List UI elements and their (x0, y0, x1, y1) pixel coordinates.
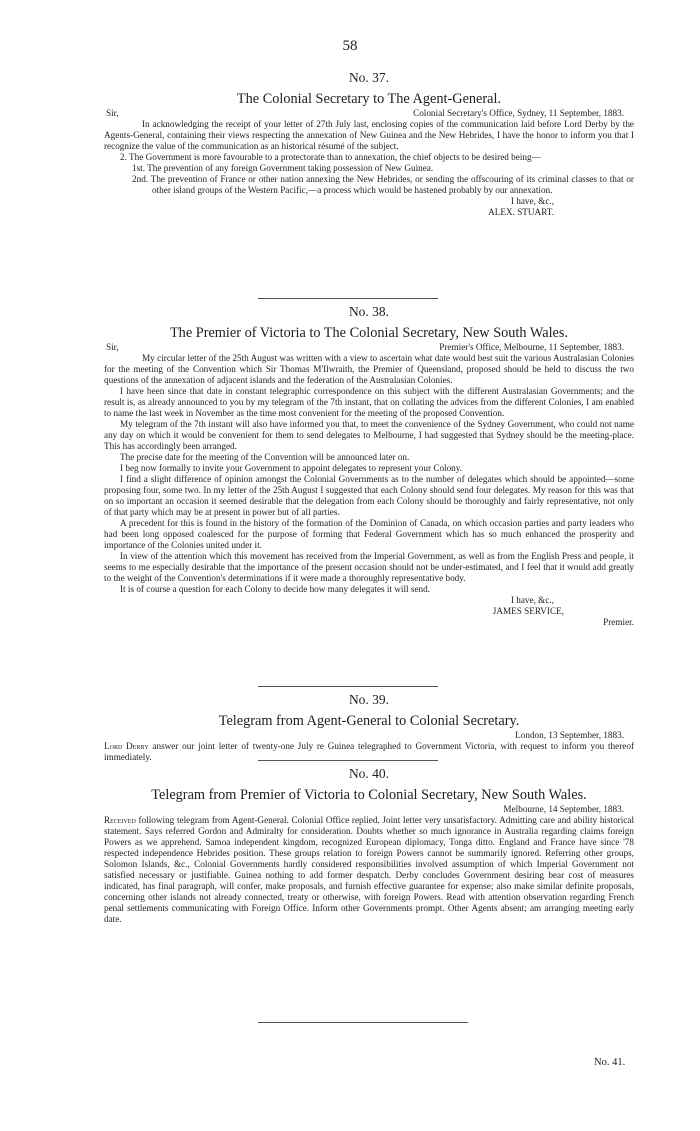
letter-header-row (104, 804, 634, 815)
telegram-lead: Lord Derby (104, 741, 149, 751)
telegram-text: answer our joint letter of twenty-one July re Guinea telegraphed to Government Victoria, with request to inform you thereof immediately. (104, 741, 635, 762)
paragraph: It is of course a question for each Colony to decide how many delegates it will send. (120, 584, 430, 594)
dateline: Premier's Office, Melbourne, 11 September, 1883. (439, 342, 624, 352)
salutation: Sir, (106, 342, 119, 352)
letter-title: The Colonial Secretary to The Agent-General. (236, 91, 502, 107)
paragraph: The precise date for the meeting of the Convention will be announced later on. (120, 452, 410, 462)
letter-number: No. 37. (348, 70, 390, 85)
paragraph: A precedent for this is found in the history of the formation of the Dominion of Canada, on which occasion parties and party leaders who had been long opposed coalesced for the purpose of forming that Federal Government which has so much enhanced the prosperity and importance of the Colonies united under it. (104, 518, 634, 550)
section-divider (258, 760, 438, 761)
paragraph: I beg now formally to invite your Government to appoint delegates to represent your Colony. (120, 463, 463, 473)
signatory-role: Premier. (603, 617, 634, 627)
list-item: 2nd. The prevention of France or other nation annexing the New Hebrides, or sending the offscouring of its criminal classes to that or other island groups of the Western Pacific,—a process which would be hastened probably by our annexation. (132, 174, 634, 195)
section-divider (258, 686, 438, 687)
letter-header-row (104, 108, 634, 119)
dateline: Colonial Secretary's Office, Sydney, 11 September, 1883. (413, 108, 624, 118)
letter-title: Telegram from Agent-General to Colonial Secretary. (218, 713, 520, 729)
letter-37 (104, 70, 634, 218)
telegram-lead: Received (104, 815, 136, 825)
letter-header-row (104, 342, 634, 353)
telegram-39 (104, 692, 634, 763)
closing: I have, &c., (510, 595, 554, 605)
paragraph: 2. The Government is more favourable to a protectorate than to annexation, the chief objects to be desired being— (120, 152, 541, 162)
letter-number: No. 38. (348, 304, 390, 319)
letter-title: Telegram from Premier of Victoria to Colonial Secretary, New South Wales. (151, 787, 587, 803)
signature: ALEX. STUART. (488, 207, 554, 217)
paragraph: My circular letter of the 25th August was written with a view to ascertain what date would best suit the various Australasian Colonies for the meeting of the Convention which Sir Thomas M'Ilwraith, the Premier of Queensland, proposed should be held to discuss the two questions of the annexation of adjacent islands and the federation of the Australasian Colonies. (104, 353, 634, 385)
telegram-40 (104, 766, 634, 925)
paragraph: I find a slight difference of opinion amongst the Colonial Governments as to the number of delegates which should be appointed—some proposing four, some two. In my letter of the 25th August I suggested that each Colony should send four delegates. My reason for this was that on so important an occasion it seemed desirable that the delegation from each Colony should be thoroughly and fairly representative, not only of that party which may be at present in power but of all parties. (104, 474, 634, 517)
dateline: London, 13 September, 1883. (515, 730, 624, 740)
letter-38 (104, 304, 634, 628)
paragraph: In acknowledging the receipt of your letter of 27th July last, enclosing copies of the communication laid before Lord Derby by the Agents-General, containing their views respecting the annexation of New Guinea and the New Hebrides, I have the honor to inform you that I recognize the value of the communication as an historical résumé of the subject. (104, 119, 634, 151)
letter-header-row (104, 730, 634, 741)
telegram-body (104, 815, 634, 925)
letter-number: No. 40. (348, 766, 390, 781)
letter-number: No. 39. (348, 692, 390, 707)
signature: JAMES SERVICE, (492, 606, 564, 616)
letter-title: The Premier of Victoria to The Colonial Secretary, New South Wales. (169, 325, 569, 341)
next-item-marker: No. 41. (594, 1057, 626, 1068)
closing: I have, &c., (510, 196, 554, 206)
salutation: Sir, (106, 108, 119, 118)
telegram-text: following telegram from Agent-General. Colonial Office replied. Joint letter very unsatisfactory. Admitting care and ability historical statement. Says referred Gordon and Admiralty for consideration. Doubts whether so much ignorance in Australia regarding claims foreign Powers as we apprehend. Samoa independent kingdom, recognized European diplomacy, Tonga ditto. England and France have since '78 respected independence Hebrides position. These groups relation to foreign Powers cannot be summarily ignored. Referring other groups, Solomon Islands, &c., Colonial Governments hardly considered responsibilities involved assumption of which Imperial Government not satisfied necessary or justifiable. Guinea nothing to add former despatch. Derby concludes Government desiring bear cost of measures indicated, has final paragraph, will confer, make proposals, and furnish effective guarantee for expense; also make similar definite proposals, concerning other islands not already connected, treaty or otherwise, with foreign Powers. Read with attention observation regarding French penal settlements communicating with Foreign Office. Inform other Governments prompt. Other Agents absent; am arranging meeting early date. (104, 815, 635, 924)
dateline: Melbourne, 14 September, 1883. (503, 804, 624, 814)
page-number: 58 (342, 38, 358, 54)
paragraph: In view of the attention which this movement has received from the Imperial Government, as well as from the English Press and people, it seems to me especially desirable that the importance of the present occasion should not be under-estimated, and I feel that it would add greatly to the weight of the Convention's determinations if it were made a thoroughly representative body. (104, 551, 634, 583)
paragraph: My telegram of the 7th instant will also have informed you that, to meet the convenience of the Sydney Government, who could not name any day on which it would be convenient for them to send delegates to Melbourne, I had suggested that Sydney should be the meeting-place. This has accordingly been arranged. (104, 419, 634, 451)
section-divider (258, 1022, 468, 1023)
list-item: 1st. The prevention of any foreign Government taking possession of New Guinea. (132, 163, 434, 173)
section-divider (258, 298, 438, 299)
paragraph: I have been since that date in constant telegraphic correspondence on this subject with the different Australasian Governments; and the result is, as already announced to you by my telegram of the 7th instant, that on collating the advices from the different Colonies, I am enabled to name the last week in November as the time most convenient for the meeting of the proposed Convention. (104, 386, 634, 418)
